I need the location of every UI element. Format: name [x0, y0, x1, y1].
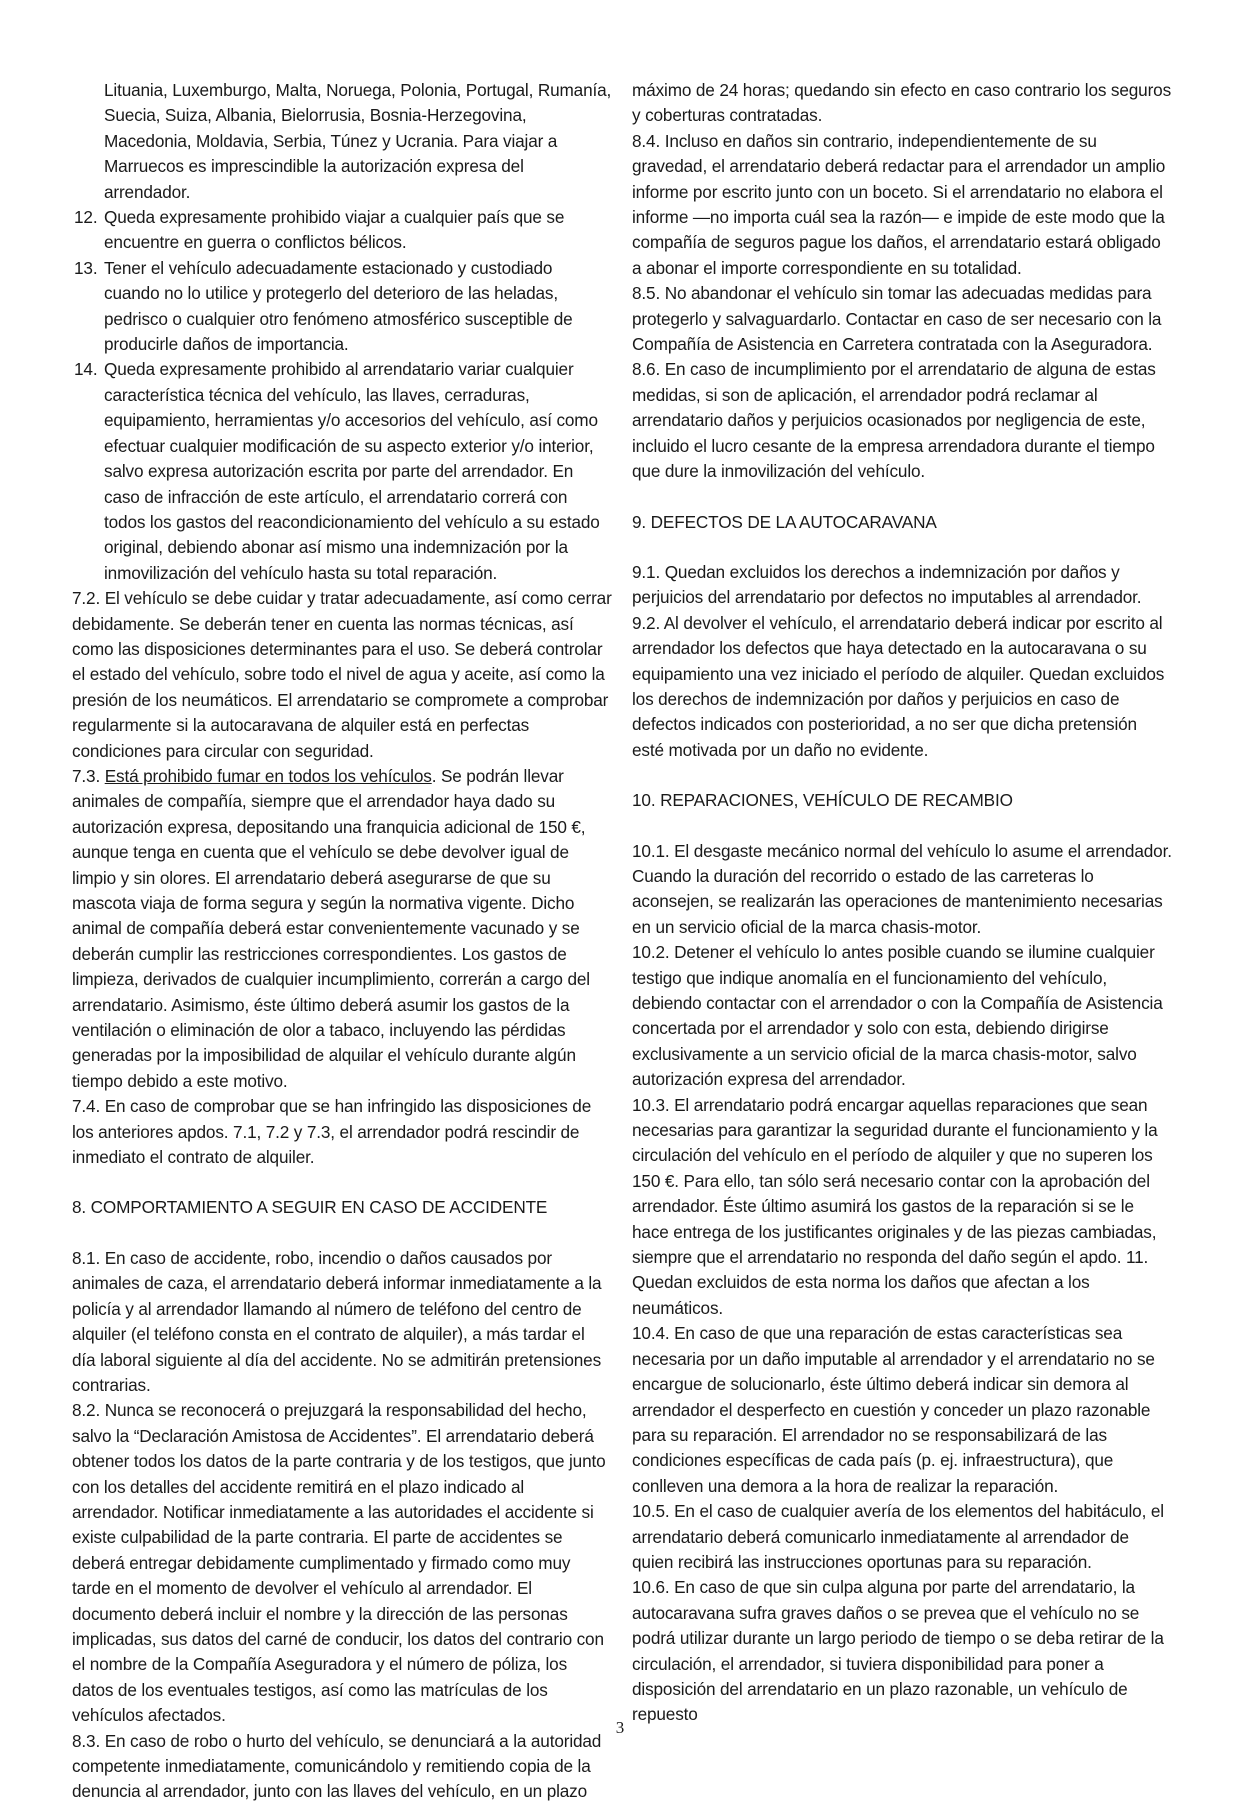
paragraph-8-2: 8.2. Nunca se reconocerá o prejuzgará la responsabilidad del hecho, salvo la “Declaración Amistosa de Accidentes”. El arrendatario deberá obtener todos los datos de la parte contraria y de los testigos, que junto con los detalles del accidente remitirá en el plazo indicado al arrendador. Notificar inmediatamente a las autoridades el accidente si existe culpabilidad de la parte contraria. El parte de accidentes se deberá entregar debidamente cumplimentado y firmado como muy tarde en el momento de devolver el vehículo al arrendador. El documento deberá incluir el nombre y la dirección de las personas implicadas, sus datos del carné de conducir, los datos del contrario con el nombre de la Compañía Aseguradora y el número de póliza, los datos de los eventuales testigos, así como las matrículas de los vehículos afectados.	[72, 1400, 606, 1726]
paragraph-8-1: 8.1. En caso de accidente, robo, incendio o daños causados por animales de caza, el arrendatario deberá informar inmediatamente a la policía y al arrendador llamando al número de teléfono del centro de alquiler (el teléfono consta en el contrato de alquiler), a más tardar el día laboral siguiente al día del accidente. No se admitirán pretensiones contrarias.	[72, 1247, 602, 1395]
paragraph-7-3	[72, 764, 612, 1094]
list-text: Queda expresamente prohibido viajar a cualquier país que se encuentre en guerra o conflictos bélicos.	[104, 207, 565, 253]
paragraph-9-2: 9.2. Al devolver el vehículo, el arrendatario deberá indicar por escrito al arrendador los defectos que haya detectado en la autocaravana o su equipamiento una vez iniciado el período de alquiler. Quedan excluidos los derechos de indemnización por daños y perjuicios en caso de defectos indicados con posterioridad, a no ser que dicha pretensión esté motivada por un daño no evidente.	[632, 612, 1165, 760]
underlined-text: Está prohibido fumar en todos los vehículos	[104, 765, 432, 786]
section-heading-10: 10. REPARACIONES, VEHÍCULO DE RECAMBIO	[632, 790, 1013, 811]
list-number: 14.	[74, 359, 98, 380]
paragraph-7-4: 7.4. En caso de comprobar que se han infringido las disposiciones de los anteriores apdos. 7.1, 7.2 y 7.3, el arrendador podrá rescindir de inmediato el contrato de alquiler.	[72, 1096, 592, 1168]
list-text: Tener el vehículo adecuadamente estacionado y custodiado cuando no lo utilice y protegerlo del deterioro de las heladas, pedrisco o cualquier otro fenómeno atmosférico susceptible de producirle daños de importancia.	[104, 257, 573, 355]
paragraph-10-3: 10.3. El arrendatario podrá encargar aquellas reparaciones que sean necesarias para garantizar la seguridad durante el funcionamiento y la circulación del vehículo en el período de alquiler y que no superen los 150 €. Para ello, tan sólo será necesario contar con la aprobación del arrendador. Éste último asumirá los gastos de la reparación si se le hace entrega de los justificantes originales y de las piezas cambiadas, siempre que el arrendatario no responda del daño según el apdo. 11. Quedan excluidos de esta norma los daños que afectan a los neumáticos.	[632, 1094, 1158, 1318]
paragraph-8-5: 8.5. No abandonar el vehículo sin tomar las adecuadas medidas para protegerlo y salvaguardarlo. Contactar en caso de ser necesario con la Compañía de Asistencia en Carretera contratada con la Aseguradora.	[632, 283, 1162, 355]
paragraph-8-6: 8.6. En caso de incumplimiento por el arrendatario de alguna de estas medidas, si son de aplicación, el arrendador podrá reclamar al arrendatario daños y perjuicios ocasionados por negligencia de este, incluido el lucro cesante de la empresa arrendadora durante el tiempo que dure la inmovilización del vehículo.	[632, 359, 1156, 482]
paragraph-10-5: 10.5. En el caso de cualquier avería de los elementos del habitáculo, el arrendatario deberá comunicarlo inmediatamente al arrendador de quien recibirá las instrucciones oportunas para su reparación.	[632, 1501, 1164, 1572]
page-number: 3	[615, 1718, 625, 1737]
paragraph-text: . Se podrán llevar animales de compañía, siempre que el arrendador haya dado su autorización expresa, depositando una franquicia adicional de 150 €, aunque tenga en cuenta que el vehículo se debe devolver igual de limpio y sin olores. El arrendatario deberá asegurarse de que su mascota viaja de forma segura y según la normativa vigente. Dicho animal de compañía deberá estar convenientemente vacunado y se deberán cumplir las restricciones correspondientes. Los gastos de limpieza, derivados de cualquier incumplimiento, correrán a cargo del arrendatario. Asimismo, éste último deberá asumir los gastos de la ventilación o eliminación de olor a tabaco, incluyendo las pérdidas generadas por la imposibilidad de alquilar el vehículo durante algún tiempo debido a este motivo.	[72, 765, 590, 1091]
section-heading-9: 9. DEFECTOS DE LA AUTOCARAVANA	[632, 511, 937, 532]
paragraph-10-2: 10.2. Detener el vehículo lo antes posible cuando se ilumine cualquier testigo que indique anomalía en el funcionamiento del vehículo, debiendo contactar con el arrendador o con la Compañía de Asistencia concertada por el arrendador y solo con esta, debiendo dirigirse exclusivamente a un servicio oficial de la marca chasis-motor, salvo autorización expresa del arrendador.	[632, 942, 1163, 1090]
list-number: 13.	[74, 257, 98, 278]
list-item-12	[72, 205, 612, 256]
paragraph-10-4: 10.4. En caso de que una reparación de estas características sea necesaria por un daño imputable al arrendador y el arrendatario no se encargue de solucionarlo, éste último deberá indicar sin demora al arrendador el desperfecto en cuestión y conceder un plazo razonable para su reparación. El arrendador no se responsabilizará de las condiciones específicas de cada país (p. ej. infraestructura), que conlleven una demora a la hora de realizar la reparación.	[632, 1323, 1155, 1496]
section-heading-8: 8. COMPORTAMIENTO A SEGUIR EN CASO DE ACCIDENTE	[72, 1197, 548, 1218]
paragraph-8-3: 8.3. En caso de robo o hurto del vehículo, se denunciará a la autoridad competente inmediatamente, comunicándolo y remitiendo copia de la denuncia al arrendador, junto con las llaves del vehículo, en un plazo	[72, 1730, 602, 1802]
list-item-13	[72, 256, 612, 358]
list-item-14	[72, 357, 612, 586]
right-column	[632, 78, 1172, 1728]
paragraph-10-6: 10.6. En caso de que sin culpa alguna por parte del arrendatario, la autocaravana sufra graves daños o se prevea que el vehículo no se podrá utilizar durante un largo periodo de tiempo o se deba retirar de la circulación, el arrendador, si tuviera disponibilidad para poner a disposición del arrendatario en un plazo razonable, un vehículo de repuesto	[632, 1577, 1164, 1725]
paragraph-9-1: 9.1. Quedan excluidos los derechos a indemnización por daños y perjuicios del arrendatario por defectos no imputables al arrendador.	[632, 561, 1142, 608]
paragraph-10-1: 10.1. El desgaste mecánico normal del vehículo lo asume el arrendador. Cuando la duración del recorrido o estado de las carreteras lo aconsejen, se realizarán las operaciones de mantenimiento necesarias en un servicio oficial de la marca chasis-motor.	[632, 840, 1172, 937]
paragraph-prefix: 7.3.	[72, 765, 105, 786]
list-text: Queda expresamente prohibido al arrendatario variar cualquier característica técnica del vehículo, las llaves, cerraduras, equipamiento, herramientas y/o accesorios del vehículo, así como efectuar cualquier modificación de su aspecto exterior y/o interior, salvo expresa autorización escrita por parte del arrendador. En caso de infracción de este artículo, el arrendatario correrá con todos los gastos del reacondicionamiento del vehículo a su estado original, debiendo abonar así mismo una indemnización por la inmovilización del vehículo hasta su total reparación.	[104, 359, 600, 583]
list-number: 12.	[74, 207, 98, 228]
paragraph-8-3-continuation: máximo de 24 horas; quedando sin efecto en caso contrario los seguros y coberturas contratadas.	[632, 80, 1172, 126]
left-column	[72, 78, 612, 1805]
paragraph-8-4: 8.4. Incluso en daños sin contrario, independientemente de su gravedad, el arrendatario deberá redactar para el arrendador un amplio informe por escrito junto con un boceto. Si el arrendatario no elabora el informe —no importa cuál sea la razón— e impide de este modo que la compañía de seguros pague los daños, el arrendatario estará obligado a abonar el importe correspondiente en su totalidad.	[632, 130, 1166, 278]
list-continuation: Lituania, Luxemburgo, Malta, Noruega, Polonia, Portugal, Rumanía, Suecia, Suiza, Albania, Bielorrusia, Bosnia-Herzegovina, Macedonia, Moldavia, Serbia, Túnez y Ucrania. Para viajar a Marruecos es imprescindible la autorización expresa del arrendador.	[104, 80, 612, 202]
paragraph-7-2: 7.2. El vehículo se debe cuidar y tratar adecuadamente, así como cerrar debidamente. Se deberán tener en cuenta las normas técnicas, así como las disposiciones determinantes para el uso. Se deberá controlar el estado del vehículo, sobre todo el nivel de agua y aceite, así como la presión de los neumáticos. El arrendatario se compromete a comprobar regularmente si la autocaravana de alquiler está en perfectas condiciones para circular con seguridad.	[72, 588, 612, 761]
